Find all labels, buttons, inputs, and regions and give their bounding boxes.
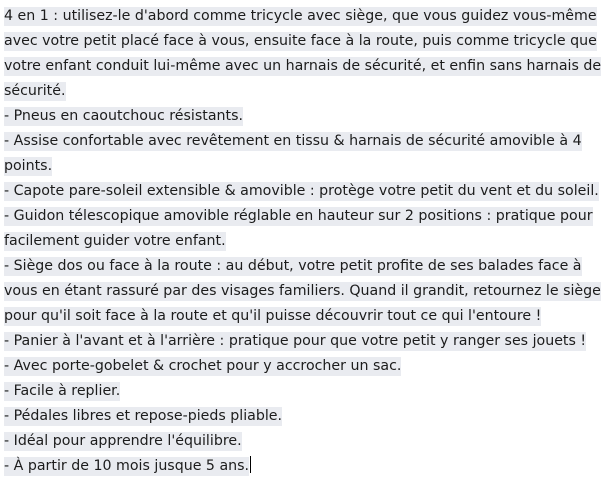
paragraph-text: 4 en 1 : utilisez-le d'abord comme tricycle avec siège, que vous guidez vous-même avec votre petit placé face à vous, ensuite face à la route, puis comme tricycle que votre enfant conduit lui-même avec un harnais de sécurité, et enfin sans harnais de sécurité.	[4, 8, 602, 99]
paragraph-text: - Siège dos ou face à la route : au début, votre petit profite de ses balades face à vous en étant rassuré par des visages familiers. Quand il grandit, retournez le siège pour qu'il soit face à la route et qu'il puisse découvrir tout ce qui l'entoure !	[4, 258, 601, 324]
text-cursor	[250, 456, 251, 473]
paragraph-text: - Assise confortable avec revêtement en tissu & harnais de sécurité amovible à 4 points.	[4, 133, 582, 174]
paragraph-seat-direction	[4, 254, 602, 329]
paragraph-baskets	[4, 329, 602, 354]
paragraph-pedals	[4, 404, 602, 429]
paragraph-balance	[4, 429, 602, 454]
paragraph-text: - À partir de 10 mois jusque 5 ans.	[4, 458, 250, 474]
paragraph-cup-holder	[4, 354, 602, 379]
paragraph-foldable	[4, 379, 602, 404]
paragraph-text: - Avec porte-gobelet & crochet pour y accrocher un sac.	[4, 358, 402, 374]
paragraph-canopy	[4, 179, 602, 204]
paragraph-handlebar	[4, 204, 602, 254]
paragraph-text: - Guidon télescopique amovible réglable en hauteur sur 2 positions : pratique pour facilement guider votre enfant.	[4, 208, 593, 249]
paragraph-text: - Facile à replier.	[4, 383, 121, 399]
paragraph-age	[4, 454, 602, 479]
paragraph-tires	[4, 104, 602, 129]
paragraph-text: - Pédales libres et repose-pieds pliable.	[4, 408, 283, 424]
text-editor-area[interactable]	[4, 4, 602, 479]
paragraph-intro	[4, 4, 602, 104]
paragraph-text: - Idéal pour apprendre l'équilibre.	[4, 433, 242, 449]
paragraph-seat	[4, 129, 602, 179]
paragraph-text: - Panier à l'avant et à l'arrière : pratique pour que votre petit y ranger ses jouets !	[4, 333, 587, 349]
paragraph-text: - Capote pare-soleil extensible & amovible : protège votre petit du vent et du soleil.	[4, 183, 599, 199]
paragraph-text: - Pneus en caoutchouc résistants.	[4, 108, 243, 124]
